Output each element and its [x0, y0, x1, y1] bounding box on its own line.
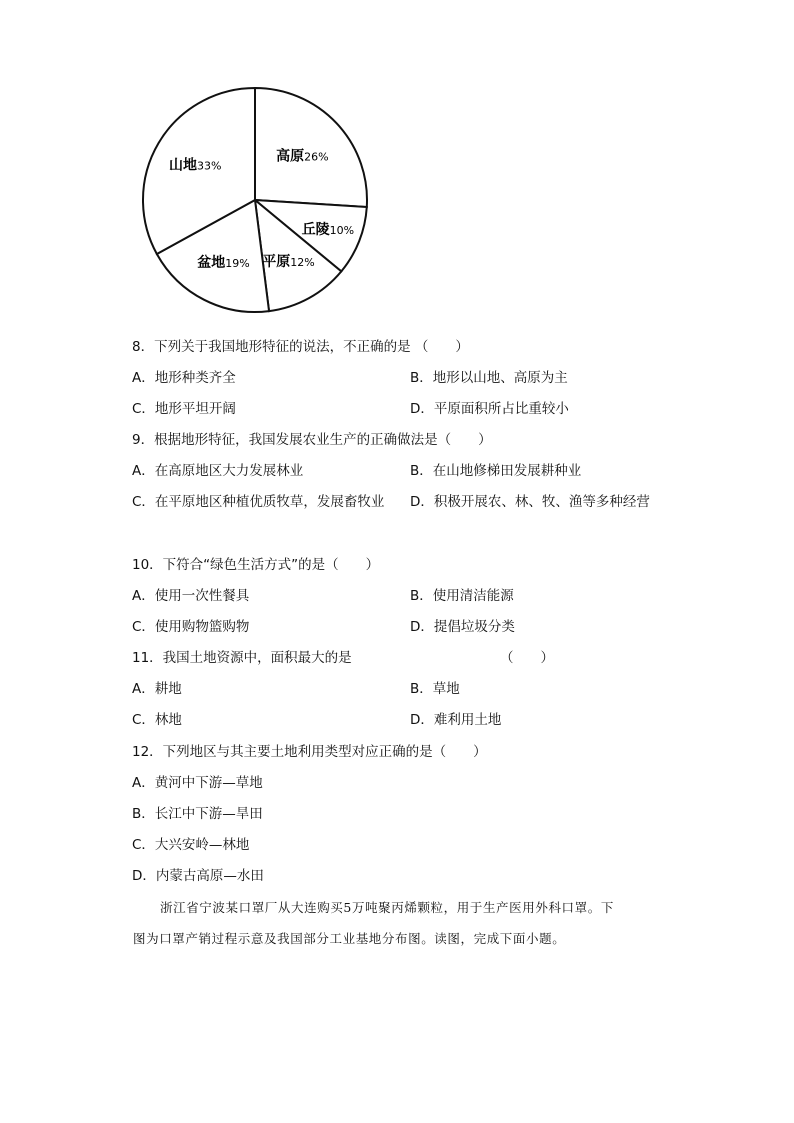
question-9-option-d: D．积极开展农、林、牧、渔等多种经营 — [410, 494, 650, 510]
question-12-option-b: B．长江中下游—旱田 — [132, 806, 263, 822]
question-9-option-b: B．在山地修梯田发展耕种业 — [410, 463, 582, 479]
question-10-stem: 10．下符合“绿色生活方式”的是（ ） — [132, 557, 380, 573]
question-11-stem: 11．我国土地资源中，面积最大的是 — [132, 650, 352, 666]
question-11-option-d: D．难利用土地 — [410, 712, 502, 728]
question-10-option-a: A．使用一次性餐具 — [132, 588, 250, 604]
question-8-stem: 8．下列关于我国地形特征的说法，不正确的是 （ ） — [132, 339, 469, 355]
question-9-option-c: C．在平原地区种植优质牧草，发展畜牧业 — [132, 494, 385, 510]
pie-slice-1 — [255, 88, 367, 207]
question-8-option-a: A．地形种类齐全 — [132, 370, 236, 386]
question-11-answer-paren: （ ） — [500, 650, 554, 666]
question-12-option-d: D．内蒙古高原—水田 — [132, 868, 264, 884]
pie-label-5: 山地33% — [168, 157, 222, 174]
question-8-option-d: D．平原面积所占比重较小 — [410, 401, 569, 417]
question-12-stem: 12．下列地区与其主要土地利用类型对应正确的是（ ） — [132, 744, 487, 760]
question-9-option-a: A．在高原地区大力发展林业 — [132, 463, 304, 479]
pie-label-1: 高原26% — [276, 148, 329, 165]
question-9-stem: 9．根据地形特征，我国发展农业生产的正确做法是（ ） — [132, 432, 492, 448]
question-11-option-a: A．耕地 — [132, 681, 182, 697]
question-12-option-c: C．大兴安岭—林地 — [132, 837, 250, 853]
question-10-option-d: D．提倡垃圾分类 — [410, 619, 515, 635]
passage-line-2: 图为口罩产销过程示意及我国部分工业基地分布图。读图，完成下面小题。 — [133, 931, 566, 946]
pie-label-2: 丘陵10% — [301, 221, 355, 238]
question-10-option-b: B．使用清洁能源 — [410, 588, 514, 604]
question-8-option-c: C．地形平坦开阔 — [132, 401, 236, 417]
question-11-option-b: B．草地 — [410, 681, 460, 697]
question-10-option-c: C．使用购物篮购物 — [132, 619, 250, 635]
pie-label-3: 平原12% — [262, 253, 315, 270]
terrain-pie-chart — [140, 82, 372, 314]
question-12-option-a: A．黄河中下游—草地 — [132, 775, 263, 791]
passage-line-1: 浙江省宁波某口罩厂从大连购买5万吨聚丙烯颗粒，用于生产医用外科口罩。下 — [160, 900, 614, 915]
question-11-option-c: C．林地 — [132, 712, 182, 728]
question-8-option-b: B．地形以山地、高原为主 — [410, 370, 568, 386]
pie-label-4: 盆地19% — [197, 254, 250, 271]
